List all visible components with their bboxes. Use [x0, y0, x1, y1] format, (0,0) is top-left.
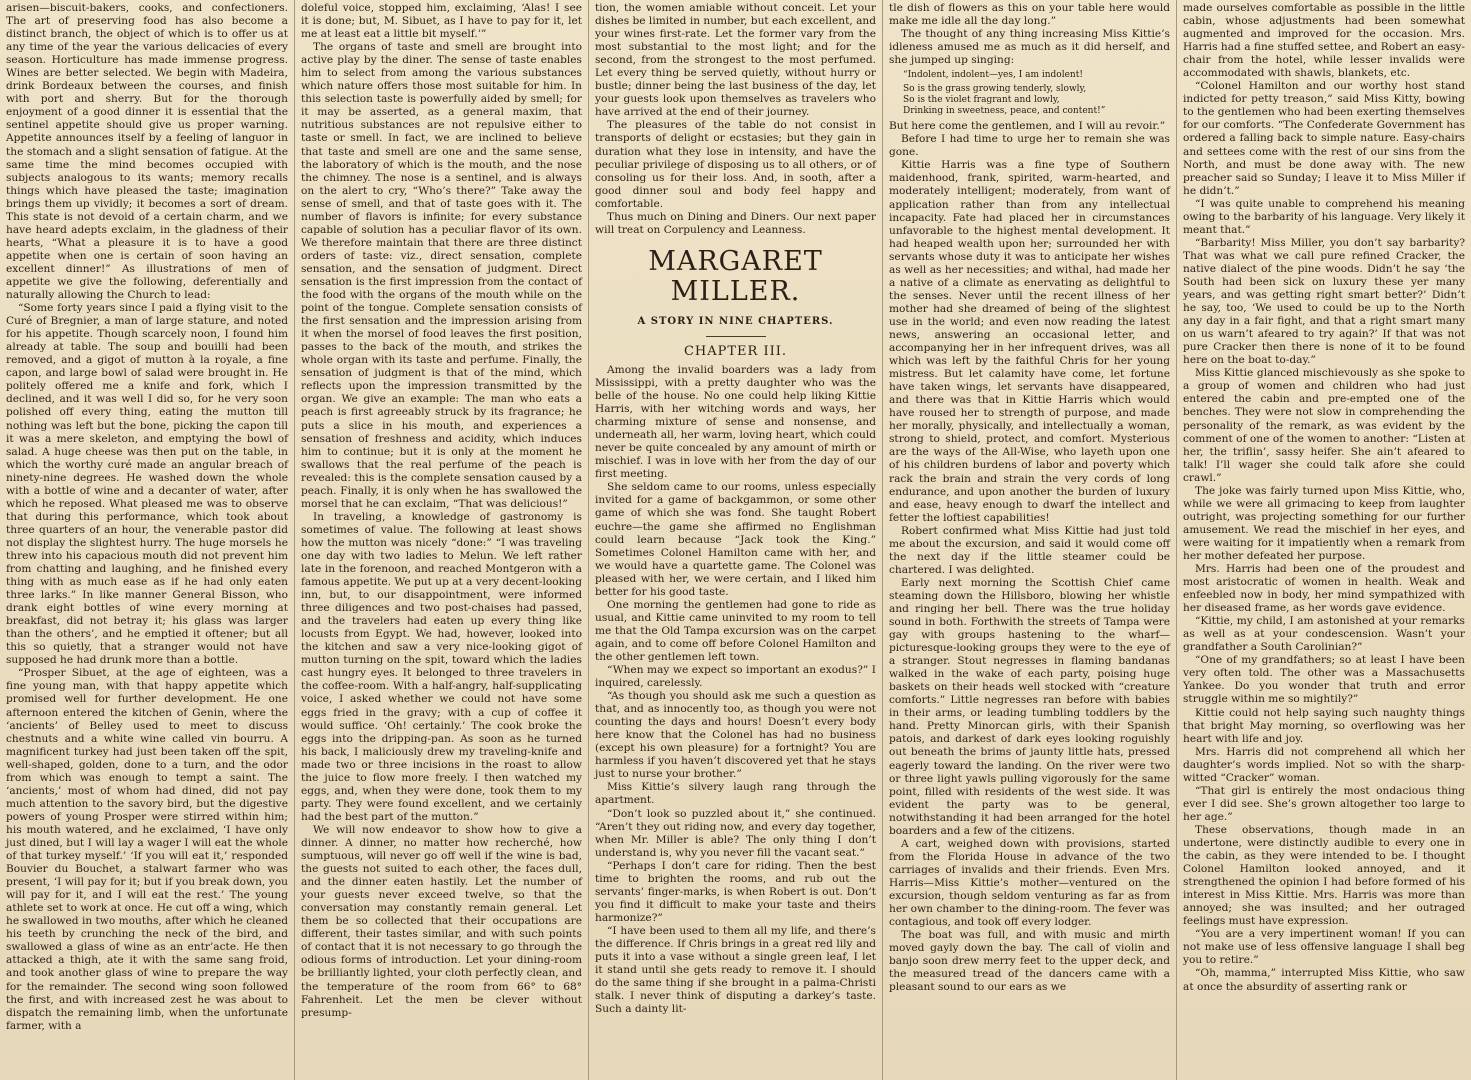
paragraph: Miss Kittie glanced mischievously as she spoke to a group of women and children who had just entered the cabin and pre-empted one of the benches. They were not slow in comprehending the personality of the remark, as was evident by the comment of one of the women to another: “Listen at her, the triflin’, sassy heifer. She ain’t afeared to talk! I’ll wager she could talk afore she could crawl.”	[1183, 367, 1465, 484]
paragraph: These observations, though made in an undertone, were distinctly audible to every one in the cabin, as they were intended to be. I thought Colonel Hamilton looked annoyed, and it strengthened the opinion I had before formed of his interest in Miss Kittie. Mrs. Harris was more than annoyed; she was insulted; and her outraged feelings must have expression.	[1183, 823, 1465, 928]
verse-line: So is the violet fragrant and lowly,	[903, 95, 1060, 106]
paragraph: Kittie could not help saying such naughty things that bright May morning, so overflowing was her heart with life and joy.	[1183, 706, 1465, 745]
column-5	[1176, 0, 1471, 1080]
paragraph: The pleasures of the table do not consist in transports of delight or ecstasies; but they gain in duration what they lose in intensity, and have the peculiar privilege of disposing us to all others, or of consoling us for their loss. And, in sooth, after a good dinner soul and body feel happy and comfortable.	[595, 119, 876, 210]
paragraph: A cart, weighed down with provisions, started from the Florida House in advance of the two carriages of invalids and their friends. Even Mrs. Harris—Miss Kittie’s mother—ventured on the excursion, though seldom venturing as far as from her own chamber to the dining-room. The fever was contagious, and took off every lodger.	[889, 837, 1170, 929]
paragraph: The boat was full, and with music and mirth moved gayly down the bay. The call of violin and banjo soon drew merry feet to the upper deck, and the measured tread of the dancers came with a pleasant sound to our ears as we	[889, 929, 1170, 994]
paragraph: “That girl is entirely the most ondacious thing ever I did see. She’s grown altogether too large to her age.”	[1183, 784, 1465, 823]
paragraph: “You are a very impertinent woman! If you can not make use of less offensive language I shall beg you to retire.”	[1183, 928, 1465, 967]
paragraph: The thought of any thing increasing Miss Kittie’s idleness amused me as much as it did herself, and she jumped up singing:	[889, 28, 1170, 67]
paragraph: The organs of taste and smell are brought into active play by the diner. The sense of taste enables him to select from among the various substances which nature offers those most suitable for him. In this selection taste is powerfully aided by smell; for it may be asserted, as a general maxim, that nutritious substances are not repulsive either to taste or smell. In fact, we are inclined to believe that taste and smell are one and the same sense, the laboratory of which is the mouth, and the nose the chimney. The nose is a sentinel, and is always on the alert to cry, “Who’s there?” Take away the sense of smell, and that of taste goes with it. The number of flavors is infinite; for every substance capable of solution has a peculiar flavor of its own. We therefore maintain that there are three distinct orders of taste: viz., direct sensation, complete sensation, and the sensation of judgment. Direct sensation is the first impression from the contact of the food with the organs of the mouth while on the point of the tongue. Complete sensation consists of the first sensation and the impression arising from it when the morsel of food leaves the first position, passes to the back of the mouth, and strikes the whole organ with its taste and perfume. Finally, the sensation of judgment is that of the mind, which reflects upon the impression transmitted by the organ. We give an example: The man who eats a peach is first agreeably struck by its fragrance; he puts a slice in his mouth, and experiences a sensation of freshness and acidity, which induces him to continue; but it is only at the moment he swallows that the real perfume of the peach is revealed: this is the complete sensation caused by a peach. Finally, it is only when he has swallowed the morsel that he can exclaim, “That was delicious!”	[301, 41, 582, 510]
column-4	[882, 0, 1176, 1080]
paragraph: Mrs. Harris had been one of the proudest and most aristocratic of women in health. Weak and enfeebled now in body, her mind sympathized with her diseased frame, as her words gave evidence.	[1183, 563, 1465, 615]
column-3	[588, 0, 882, 1080]
paragraph: tion, the women amiable without conceit. Let your dishes be limited in number, but each excellent, and your wines first-rate. Let the former vary from the most substantial to the most light; and for the second, from the strongest to the most perfumed. Let every thing be served quietly, without hurry or bustle; dinner being the last business of the day, let your guests look upon themselves as travelers who have arrived at the end of their journey.	[595, 2, 876, 119]
paragraph: “Prosper Sibuet, at the age of eighteen, was a fine young man, with that happy appetite which promised well for further development. He one afternoon entered the kitchen of Genin, where the ‘ancients’ of Belley used to meet to discuss chestnuts and a white wine called vin bourru. A magnificent turkey had just been taken off the spit, well-shaped, golden, done to a turn, and the odor from which was enough to tempt a saint. The ‘ancients,’ most of whom had dined, did not pay much attention to the savory bird, but the digestive powers of young Prosper were stirred within him; his mouth watered, and he exclaimed, ‘I have only just dined, but I will lay a wager I will eat the whole of that turkey myself.’ ‘If you will eat it,’ responded Bouvier du Bouchet, a stalwart farmer who was present, ‘I will pay for it; but if you break down, you will pay for it, and I will eat the rest.’ The young athlete set to work at once. He cut off a wing, which he swallowed in two mouths, after which he cleaned his teeth by crunching the neck of the bird, and swallowed a glass of wine as an entr’acte. He then attacked a thigh, ate it with the same sang froid, and took another glass of wine to prepare the way for the remainder. The second wing soon followed the first, and with increased zest he was about to dispatch the remaining limb, when the unfortunate farmer, with a	[6, 667, 288, 1032]
paragraph: “Colonel Hamilton and our worthy host stand indicted for petty treason,” said Miss Kitty, bowing to the gentlemen who had been exerting themselves for our comforts. “The Confederate Government has ordered a falling back to simple nature. Easy-chairs and settees come with the rest of our sins from the North, and must be done away with. The new preacher said so Sunday; I leave it to Miss Miller if he didn’t.”	[1183, 80, 1465, 197]
story-paragraph: Among the invalid boarders was a lady from Mississippi, with a pretty daughter who was the belle of the house. No one could help liking Kittie Harris, with her witching words and ways, her charming mixture of sense and nonsense, and underneath all, her warm, loving heart, which could never be quite concealed by any amount of mirth or mischief. I was in love with her from the day of our first meeting.	[595, 363, 876, 481]
paragraph: “Barbarity! Miss Miller, you don’t say barbarity? That was what we call pure refined Cracker, the native dialect of the pine woods. Didn’t he say ‘the South had been sick on luxury these yer many years, and was getting right smart better?’ Didn’t he say, too, ‘We used to could be up to the North any day in a fair fight, and that a right smart many on us warn’t afeared to try again?’ If that was not pure Cracker then there is none of it to be found here on the boat to-day.”	[1183, 236, 1465, 367]
paragraph: “Some forty years since I paid a flying visit to the Curé of Bregnier, a man of large stature, and noted for his appetite. Though scarcely noon, I found him already at table. The soup and bouilli had been removed, and a gigot of mutton à la royale, a fine capon, and large bowl of salad were brought in. He politely offered me a knife and fork, which I declined, and it was well I did so, for he very soon polished off every thing, eating the mutton till nothing was left but the bone, picking the capon till it was a mere skeleton, and emptying the bowl of salad. A huge cheese was then put on the table, in which the worthy curé made an angular breach of ninety-nine degrees. He washed down the whole with a bottle of wine and a decanter of water, after which he reposed. What pleased me was to observe that during this performance, which took about three quarters of an hour, the venerable pastor did not display the slightest hurry. The huge morsels he threw into his capacious mouth did not prevent him from chatting and laughing, and he finished every thing with as much ease as if he had only eaten three larks.” In like manner General Bisson, who drank eight bottles of wine every morning at breakfast, did not betray it; his glass was larger than the others’, and he emptied it oftener; but all this so quietly, that a stranger would not have supposed he had drunk more than a bottle.	[6, 302, 288, 667]
paragraph: arisen—biscuit-bakers, cooks, and confectioners. The art of preserving food has also become a distinct branch, the object of which is to offer us at any time of the year the various delicacies of every season. Horticulture has made immense progress. Wines are better selected. We begin with Madeira, drink Bordeaux between the courses, and finish with port and sherry. But for the thorough enjoyment of a good dinner it is essential that the sentinel appetite should give us proper warning. Appetite announces itself by a feeling of languor in the stomach and a slight sensation of fatigue. At the same time the mind becomes occupied with subjects analogous to its wants; memory recalls things which have pleased the taste; imagination brings them up vividly; it becomes a sort of dream. This state is not devoid of a certain charm, and we have heard adepts exclaim, in the gladness of their hearts, “What a pleasure it is to have a good appetite when one is certain of soon having an excellent dinner!” As illustrations of men of appetite we give the following, deferentially and naturally allowing the Church to lead:	[6, 2, 288, 302]
story-subtitle: A STORY IN NINE CHAPTERS.	[637, 315, 834, 327]
paragraph: Early next morning the Scottish Chief came steaming down the Hillsboro, blowing her whistle and ringing her bell. There was the true holiday sound in both. Forthwith the streets of Tampa were gay with groups hastening to the wharf—picturesque-looking groups they were to the eye of a stranger. Stout negresses in flaming bandanas walked in the wake of each party, poising huge baskets on their heads well stocked with “creature comforts.” Little negresses ran before with babies in their arms, or leading tumbling toddlers by the hand. Pretty Minorcan girls, with their Spanish patois, and darkest of dark eyes looking roguishly out beneath the brims of jaunty little hats, pressed eagerly toward the landing. On the river were two or three light yawls pulling vigorously for the same point, filled with residents of the west side. It was evident the party was to be general, notwithstanding it had been arranged for the hotel boarders and a few of the citizens.	[889, 576, 1170, 837]
story-title: MARGARET MILLER.	[648, 245, 823, 307]
paragraph: tle dish of flowers as this on your table here would make me idle all the day long.”	[889, 2, 1170, 28]
story-paragraph: “When may we expect so important an exodus?” I inquired, carelessly.	[595, 664, 876, 690]
paragraph: Mrs. Harris did not comprehend all which her daughter’s words implied. Not so with the sharp-witted “Cracker” woman.	[1183, 745, 1465, 784]
paragraph: made ourselves comfortable as possible in the little cabin, whose adjustments had been somewhat augmented and improved for the occasion. Mrs. Harris had a fine stuffed settee, and Robert an easy-chair from the hotel, while lesser invalids were accommodated with shawls, blankets, etc.	[1183, 2, 1465, 80]
paragraph: The joke was fairly turned upon Miss Kittie, who, while we were all grimacing to keep from laughter outright, was projecting something for our further amusement. We read the mischief in her eyes, and were waiting for it impatiently when a remark from her mother defeated her purpose.	[1183, 484, 1465, 562]
story-paragraph: She seldom came to our rooms, unless especially invited for a game of backgammon, or some other game of which she was fond. She taught Robert euchre—the game she affirmed no Englishman could learn because “Jack took the King.” Sometimes Colonel Hamilton came with her, and we would have a quartette game. The Colonel was pleased with her, we were certain, and I liked him better for his good taste.	[595, 481, 876, 598]
column-2	[294, 0, 588, 1080]
paragraph: But here come the gentlemen, and I will au revoir.”	[889, 120, 1166, 133]
paragraph: doleful voice, stopped him, exclaiming, ‘Alas! I see it is done; but, M. Sibuet, as I have to pay for it, let me at least eat a little bit myself.’”	[301, 2, 582, 41]
story-paragraph: “I have been used to them all my life, and there’s the difference. If Chris brings in a great red lily and puts it into a vase without a single green leaf, I let it stand until she gets ready to remove it. I should do the same thing if she brought in a palma-Christi stalk. I never think of disputing a darkey’s taste. Such a dainty lit-	[595, 924, 876, 1016]
verse-line: So is the grass growing tenderly, slowly,	[903, 84, 1087, 95]
verse-line: “Indolent, indolent—yes, I am indolent!	[903, 70, 1083, 81]
chapter-heading: CHAPTER III.	[683, 343, 788, 359]
paragraph: “Oh, mamma,” interrupted Miss Kittie, who saw at once the absurdity of asserting rank or	[1183, 967, 1465, 993]
paragraph: Robert confirmed what Miss Kittie had just told me about the excursion, and said it would come off the next day if the little steamer could be chartered. I was delighted.	[889, 524, 1170, 576]
paragraph: Thus much on Dining and Diners. Our next paper will treat on Corpulency and Leanness.	[595, 210, 876, 236]
story-paragraph: “Perhaps I don’t care for riding. Then the best time to brighten the rooms, and rub out the servants’ finger-marks, is when Robert is out. Don’t you find it difficult to make your taste and theirs harmonize?”	[595, 859, 876, 924]
divider	[706, 336, 766, 337]
column-1	[0, 0, 294, 1080]
story-paragraph: One morning the gentlemen had gone to ride as usual, and Kittie came uninvited to my room to tell me that the Old Tampa excursion was on the carpet again, and to come off before Colonel Hamilton and the other gentlemen left town.	[595, 598, 876, 663]
story-paragraph: Miss Kittie’s silvery laugh rang through the apartment.	[595, 781, 876, 807]
paragraph: In traveling, a knowledge of gastronomy is sometimes of value. The following at least shows how the mutton was nicely “done:” “I was traveling one day with two ladies to Melun. We left rather late in the forenoon, and reached Montgeron with a famous appetite. We put up at a very decent-looking inn, but, to our disappointment, were informed three diligences and two post-chaises had passed, and the travelers had eaten up every thing like locusts from Egypt. We had, however, looked into the kitchen and saw a very nice-looking gigot of mutton turning on the spit, toward which the ladies cast hungry eyes. It belonged to three travelers in the coffee-room. With a half-angry, half-supplicating voice, I asked whether we could not have some eggs fried in the gravy; with a cup of coffee it would suffice. ‘Oh! certainly.’ The cook broke the eggs into the dripping-pan. As soon as he turned his back, I maliciously drew my traveling-knife and made two or three incisions in the roast to allow the juice to flow more freely. I then watched my eggs, and, when they were done, took them to my party. They were found excellent, and we certainly had the best part of the mutton.”	[301, 510, 582, 823]
verse-line: Drinking in sweetness, peace, and content!”	[903, 106, 1106, 117]
story-paragraph: “Don’t look so puzzled about it,” she continued. “Aren’t they out riding now, and every day together, when Mr. Miller is able? The only thing I don’t understand is, why you never fill the vacant seat.”	[595, 807, 876, 859]
paragraph: “One of my grandfathers; so at least I have been very often told. The other was a Massachusetts Yankee. Do you wonder that truth and error struggle within me so mightily?”	[1183, 654, 1465, 706]
story-paragraph: “As though you should ask me such a question as that, and as innocently too, as though you were not counting the days and hours! Doesn’t every body here know that the Colonel has had no business (except his own pleasure) for a fortnight? You are harmless if you haven’t discovered yet that he stays just to nurse your brother.”	[595, 690, 876, 781]
paragraph: “I was quite unable to comprehend his meaning owing to the barbarity of his language. Very likely it meant that.”	[1183, 197, 1465, 236]
paragraph: “Kittie, my child, I am astonished at your remarks as well as at your condescension. Wasn’t your grandfather a South Carolinian?”	[1183, 615, 1465, 654]
paragraph: Before I had time to urge her to remain she was gone.	[889, 133, 1170, 159]
paragraph: We will now endeavor to show how to give a dinner. A dinner, no matter how recherché, how sumptuous, will never go off well if the wine is bad, the guests not suited to each other, the faces dull, and the dinner eaten hastily. Let the number of your guests never exceed twelve, so that the conversation may constantly remain general. Let them be so collected that their occupations are different, their tastes similar, and with such points of contact that it is not necessary to go through the odious forms of introduction. Let your dining-room be brilliantly lighted, your cloth perfectly clean, and the temperature of the room from 66° to 68° Fahrenheit. Let the men be clever without presump-	[301, 823, 582, 1019]
paragraph: Kittie Harris was a fine type of Southern maidenhood, frank, spirited, warm-hearted, and moderately intelligent; moderately, from want of application rather than from any intellectual incapacity. Fate had placed her in circumstances unfavorable to the highest mental development. It had heaped wealth upon her; surrounded her with servants whose duty it was to anticipate her wishes as well as her necessities; and withal, had made her a native of a climate as enervating as delightful to the senses. Never until the recent illness of her mother had she dreamed of being of the slightest use in the world; and even now reading the latest news, answering an occasional letter, and accompanying her in her infrequent drives, was all which was left by the faithful Chris for her young mistress. But let calamity have come, let fortune have taken wings, let servants have disappeared, and there was that in Kittie Harris which would have roused her to strength of purpose, and made her morally, physically, and intellectually a woman, strong to shield, protect, and comfort. Mysterious are the ways of the All-Wise, who layeth upon one of his children burdens of labor and poverty which rack the brain and strain the very cords of long endurance, and upon another the burden of luxury and ease, heavy enough to dwarf the intellect and fetter the loftiest capabilities!	[889, 159, 1170, 524]
